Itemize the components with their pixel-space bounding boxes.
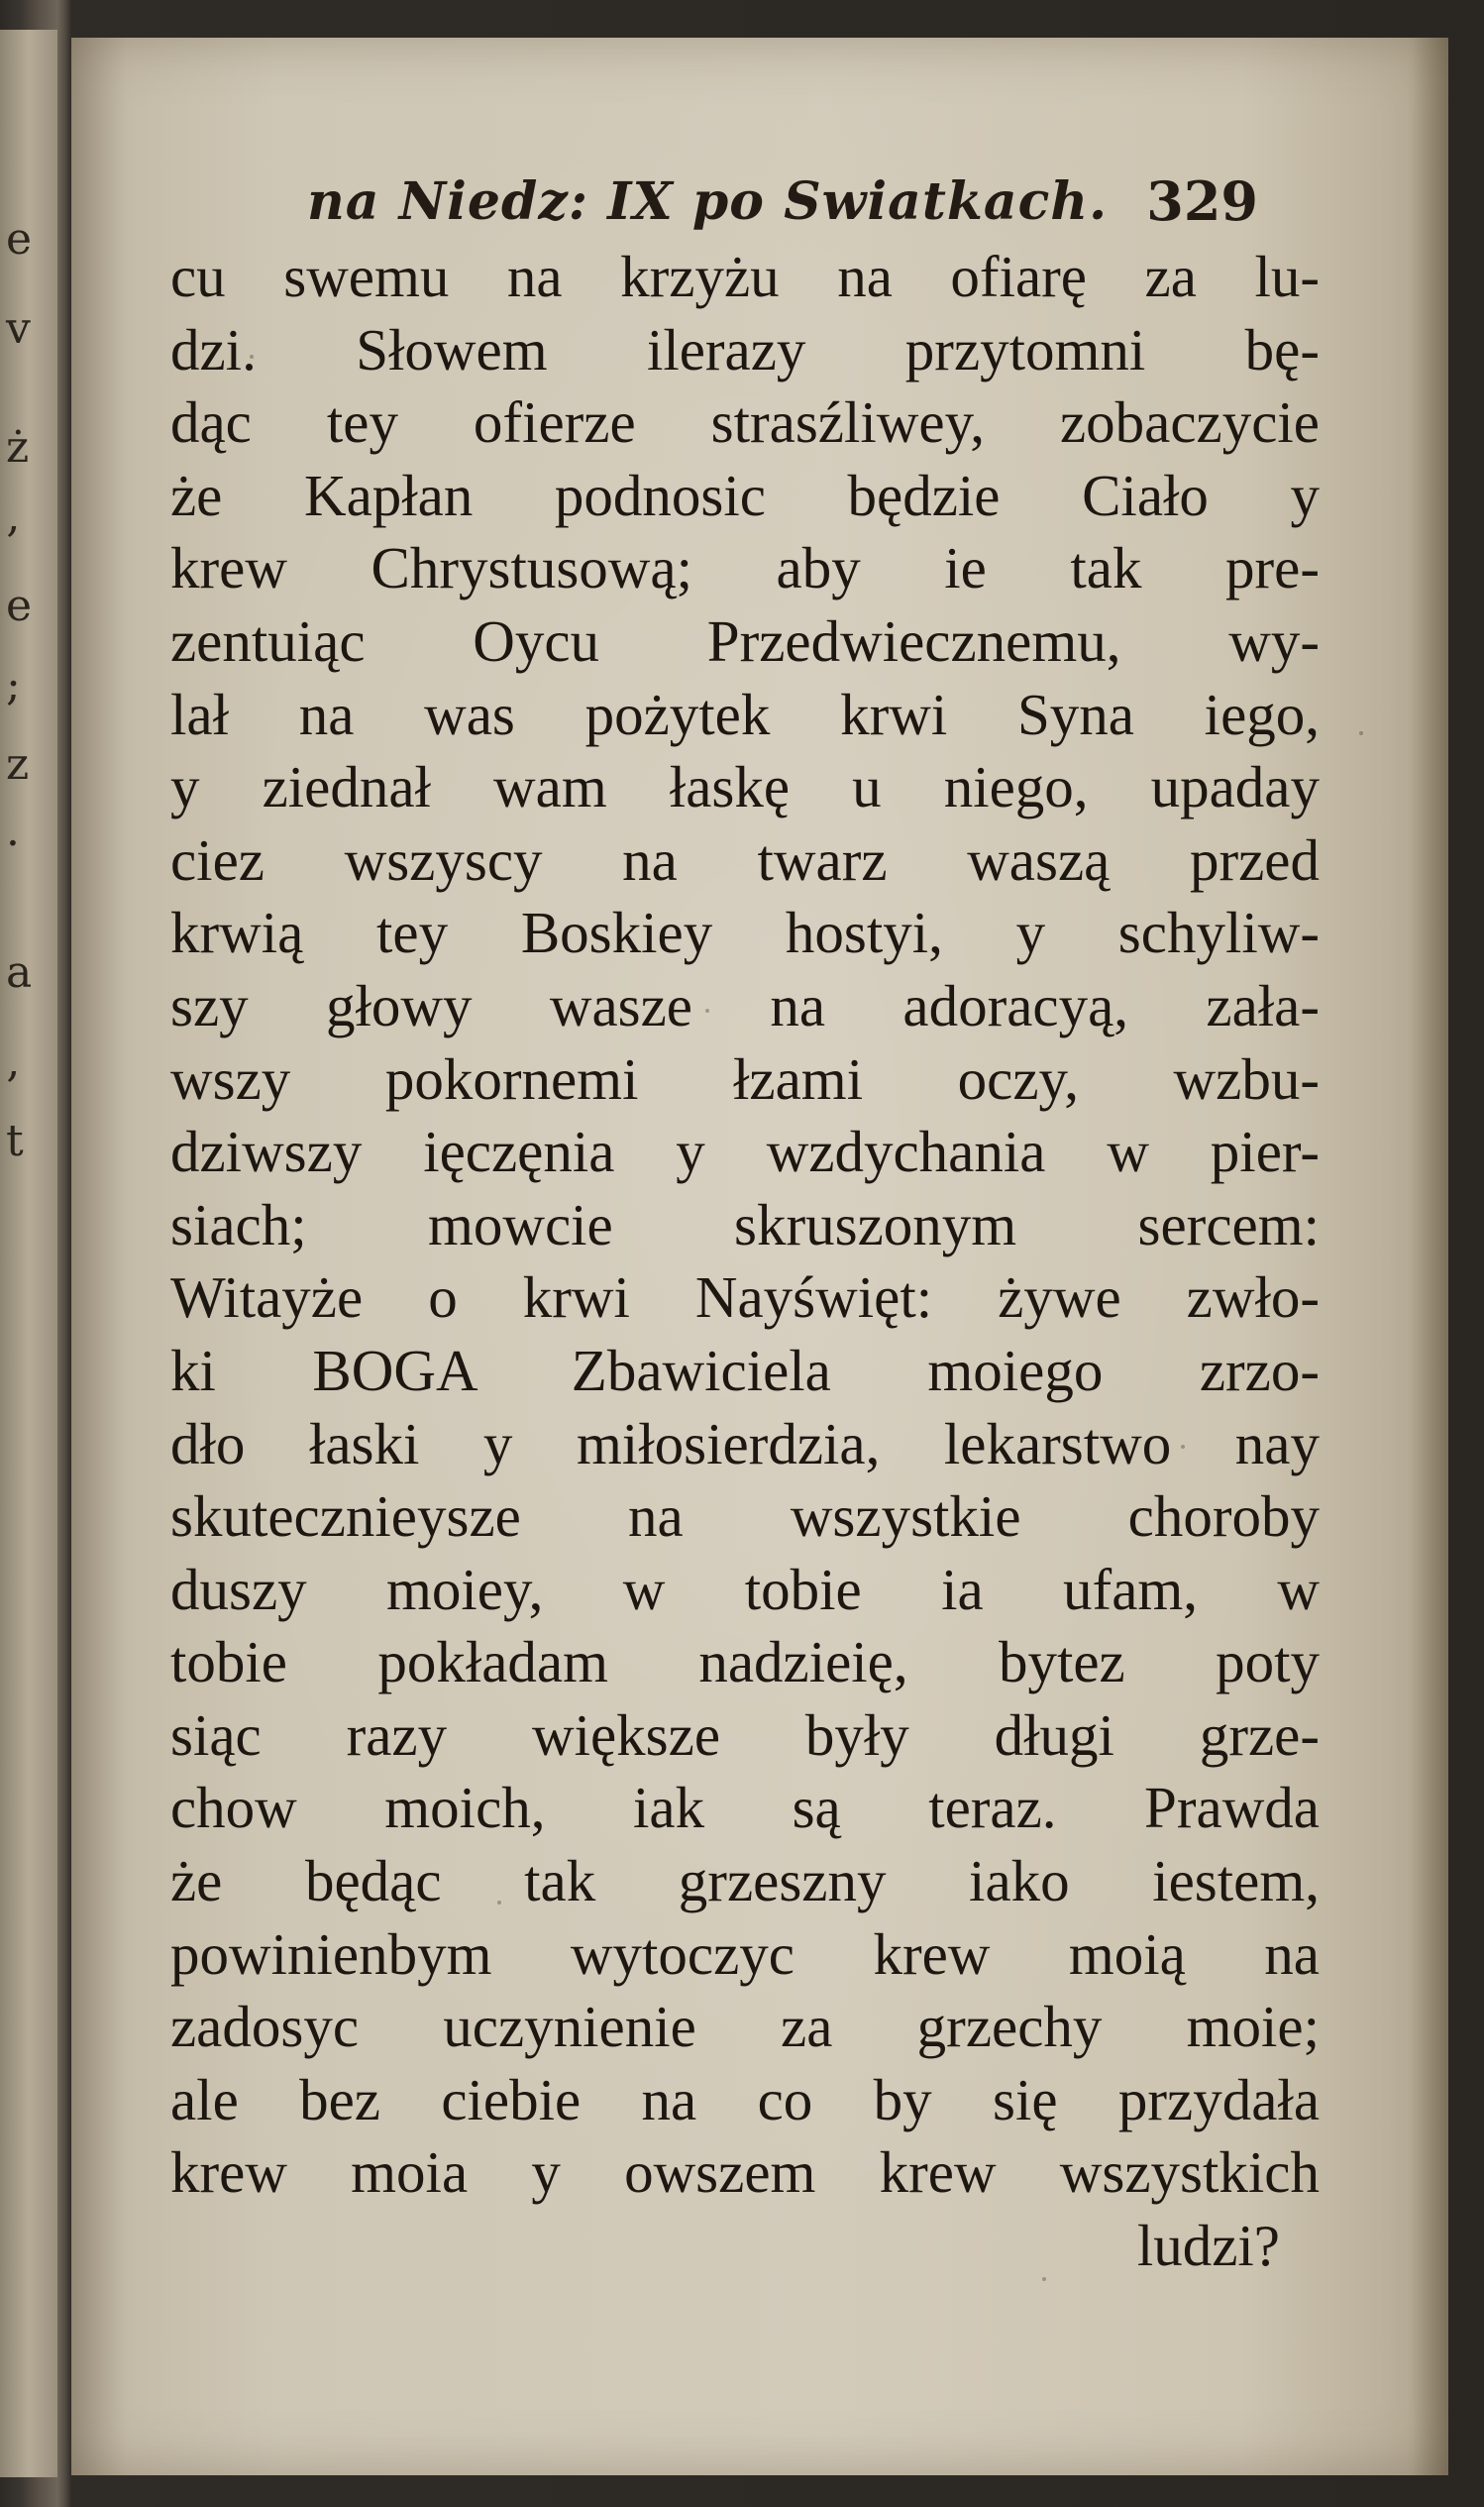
text-line: ciez wszyscy na twarz waszą przed <box>170 826 1320 893</box>
adjacent-page-glyph: ‚ <box>6 491 20 542</box>
adjacent-page-glyph: e <box>6 214 33 265</box>
text-line: ale bez ciebie na co by się przydała <box>170 2066 1320 2132</box>
text-line: dzi. Słowem ilerazy przytomni bę- <box>170 316 1320 382</box>
text-line: krew moia y owszem krew wszystkich <box>170 2139 1320 2206</box>
page-shadow-edge <box>1413 38 1448 2475</box>
book-page <box>71 38 1448 2475</box>
text-line: szy głowy wasze na adoracyą, zała- <box>170 972 1320 1038</box>
adjacent-page-glyph: ‚ <box>6 1036 20 1087</box>
text-line: chow moich, iak są teraz. Prawda <box>170 1775 1320 1841</box>
adjacent-page-glyph: e <box>6 581 33 631</box>
text-line: dąc tey ofierze strasźliwey, zobaczycie <box>170 389 1320 456</box>
text-line: lał na was pożytek krwi Syna iego, <box>170 681 1320 747</box>
text-line: ki BOGA Zbawiciela moiego zrzo- <box>170 1337 1320 1403</box>
text-line: siach; mowcie skruszonym sercem: <box>170 1191 1320 1257</box>
text-line: że będąc tak grzeszny iako iestem, <box>170 1848 1320 1914</box>
adjacent-page-glyph: · <box>6 818 20 869</box>
text-line: Witayże o krwi Nayświęt: żywe zwło- <box>170 1264 1320 1331</box>
adjacent-page-glyph: ; <box>6 660 21 710</box>
text-line: siąc razy większe były długi grze- <box>170 1701 1320 1768</box>
text-line: y ziednał wam łaskę u niego, upaday <box>170 754 1320 820</box>
text-line: że Kapłan podnosic będzie Ciało y <box>170 462 1320 528</box>
text-line: wszy pokornemi łzami oczy, wzbu- <box>170 1045 1320 1112</box>
text-line: powinienbym wytoczyc krew moią na <box>170 1920 1320 1987</box>
text-line: duszy moiey, w tobie ia ufam, w <box>170 1556 1320 1622</box>
text-line: tobie pokładam nadzieię, bytez poty <box>170 1629 1320 1695</box>
adjacent-page-edge <box>0 30 57 2477</box>
text-line: dło łaski y miłosierdzia, lekarstwo nay <box>170 1410 1320 1476</box>
running-head-title: na Niedz: IX po Swiatkach. <box>307 171 1109 232</box>
adjacent-page-glyph: v <box>6 303 31 354</box>
body-text <box>170 241 1320 2283</box>
adjacent-page-glyph: z <box>6 739 30 790</box>
page-number: 329 <box>1146 169 1258 233</box>
text-line: dziwszy ięczęnia y wzdychania w pier- <box>170 1119 1320 1185</box>
running-head <box>277 152 1258 241</box>
text-line: cu swemu na krzyżu na ofiarę za lu- <box>170 244 1320 309</box>
adjacent-page-glyph: a <box>6 947 33 998</box>
adjacent-page-glyph: t <box>6 1116 24 1166</box>
adjacent-page-glyph: ż <box>6 422 30 473</box>
text-line: skutecznieysze na wszystkie choroby <box>170 1483 1320 1550</box>
text-line: krew Chrystusową; aby ie tak pre- <box>170 535 1320 601</box>
text-line: ludzi? <box>1136 2213 1280 2279</box>
text-line: zentuiąc Oycu Przedwiecznemu, wy- <box>170 607 1320 674</box>
text-line: krwią tey Boskiey hostyi, y schyliw- <box>170 900 1320 966</box>
text-line: zadosyc uczynienie za grzechy moie; <box>170 1994 1320 2060</box>
